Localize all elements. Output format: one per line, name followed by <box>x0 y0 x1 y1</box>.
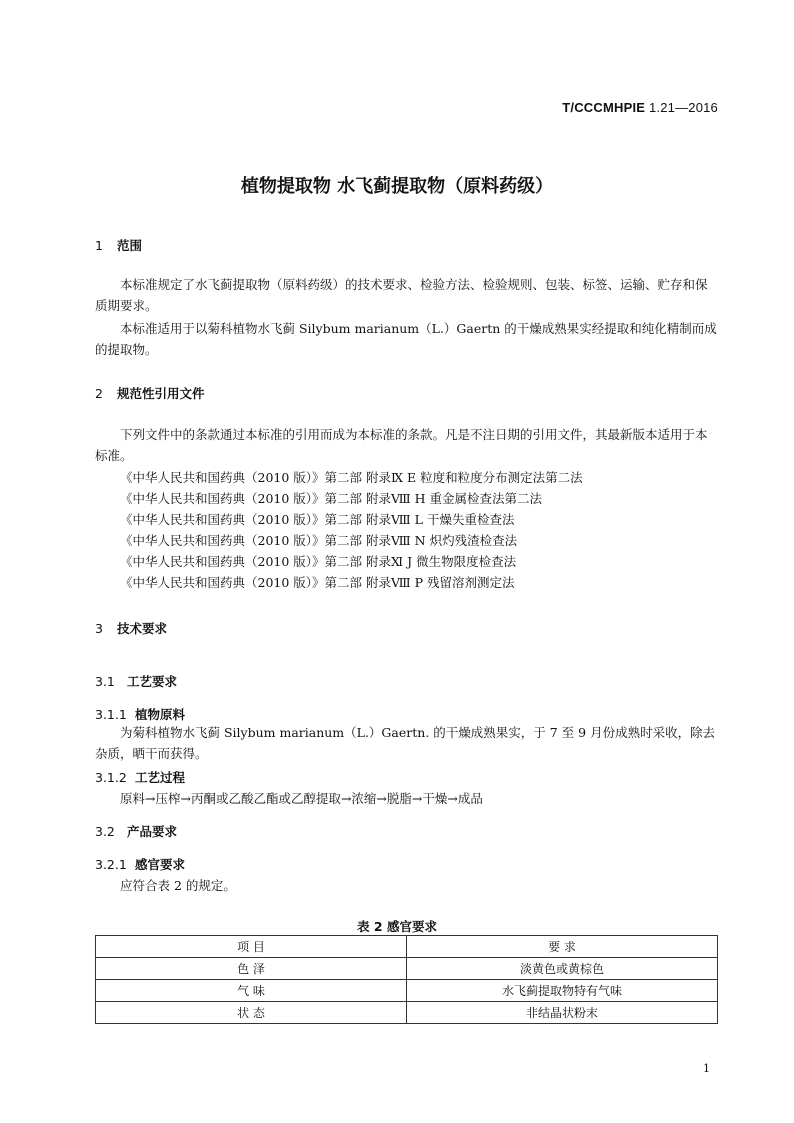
table-cell: 色 泽 <box>96 958 407 980</box>
table-cell: 状 态 <box>96 1002 407 1024</box>
table-row <box>96 980 718 1002</box>
table-cell: 非结晶状粉末 <box>407 1002 718 1024</box>
standard-number: T/CCCMHPIE 1.21—2016 <box>562 100 718 115</box>
section-3-1-2-text: 原料→压榨→丙酮或乙酸乙酯或乙醇提取→浓缩→脱脂→干燥→成品 <box>120 791 483 806</box>
reference-item: 《中华人民共和国药典（2010 版）》第二部 附录Ⅷ N 炽灼残渣检查法 <box>120 533 518 548</box>
reference-item: 《中华人民共和国药典（2010 版）》第二部 附录Ⅺ J 微生物限度检查法 <box>120 554 517 569</box>
sensory-requirements-table <box>95 935 718 1024</box>
section-3-1-heading: 3.1 工艺要求 <box>95 674 178 689</box>
section-1-heading: 1 范围 <box>95 238 143 253</box>
document-title: 植物提取物 水飞蓟提取物（原料药级） <box>240 176 554 197</box>
table-header-cell: 要 求 <box>407 936 718 958</box>
section-3-1-1-heading: 3.1.1 植物原料 <box>95 707 186 722</box>
reference-item: 《中华人民共和国药典（2010 版）》第二部 附录Ⅷ H 重金属检查法第二法 <box>120 491 543 506</box>
section-3-heading: 3 技术要求 <box>95 621 168 636</box>
table-cell: 气 味 <box>96 980 407 1002</box>
table-cell: 水飞蓟提取物特有气味 <box>407 980 718 1002</box>
table-row <box>96 958 718 980</box>
section-3-2-1-heading: 3.2.1 感官要求 <box>95 857 186 872</box>
table-caption: 表 2 感官要求 <box>357 919 437 934</box>
section-3-2-1-text: 应符合表 2 的规定。 <box>120 878 236 893</box>
section-3-1-1-text: 为菊科植物水飞蓟 Silybum marianum（L.）Gaertn. 的干燥成熟果实，于 7 至 9 月份成熟时采收，除去杂质，晒干而获得。 <box>95 725 716 761</box>
reference-item: 《中华人民共和国药典（2010 版）》第二部 附录Ⅷ L 干燥失重检查法 <box>120 512 515 527</box>
table-header-row <box>96 936 718 958</box>
page-number: 1 <box>703 1062 710 1075</box>
table-cell: 淡黄色或黄棕色 <box>407 958 718 980</box>
section-3-2-heading: 3.2 产品要求 <box>95 824 178 839</box>
section-2-heading: 2 规范性引用文件 <box>95 386 205 401</box>
reference-item: 《中华人民共和国药典（2010 版）》第二部 附录Ⅸ E 粒度和粒度分布测定法第二法 <box>120 470 583 485</box>
reference-item: 《中华人民共和国药典（2010 版）》第二部 附录Ⅷ P 残留溶剂测定法 <box>120 575 515 590</box>
section-1-paragraph-1: 本标准规定了水飞蓟提取物（原料药级）的技术要求、检验方法、检验规则、包装、标签、运输、贮存和保质期要求。 <box>95 277 708 313</box>
section-2-intro: 下列文件中的条款通过本标准的引用而成为本标准的条款。凡是不注日期的引用文件，其最新版本适用于本标准。 <box>95 427 708 463</box>
section-1-paragraph-2: 本标准适用于以菊科植物水飞蓟 Silybum marianum（L.）Gaertn 的干燥成熟果实经提取和纯化精制而成的提取物。 <box>95 321 717 357</box>
table-row <box>96 1002 718 1024</box>
section-3-1-2-heading: 3.1.2 工艺过程 <box>95 770 186 785</box>
table-header-cell: 项 目 <box>96 936 407 958</box>
